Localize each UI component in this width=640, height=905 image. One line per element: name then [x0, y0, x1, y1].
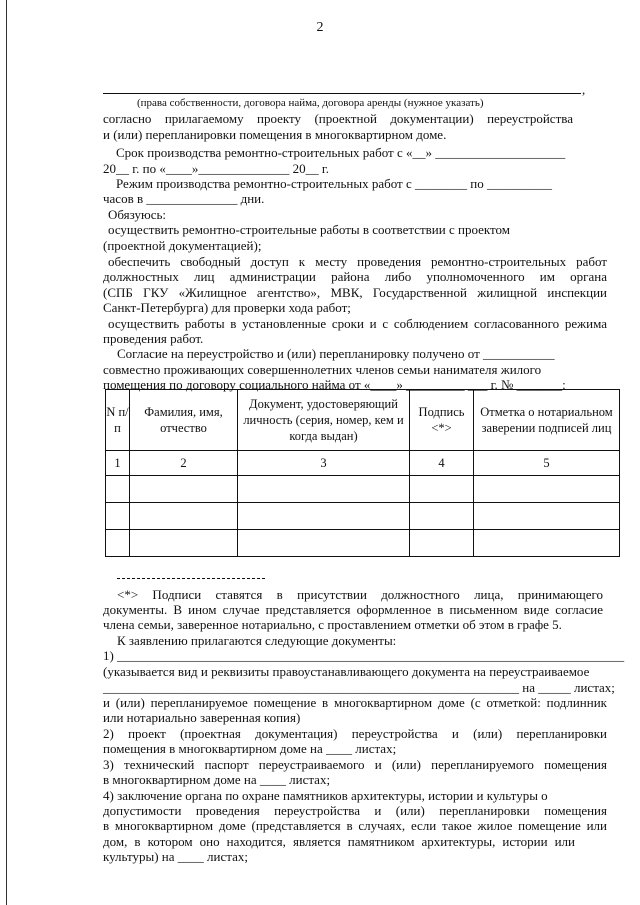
body-line: проведения работ.: [103, 331, 204, 346]
empty-cell[interactable]: [410, 476, 474, 503]
empty-cell[interactable]: [410, 530, 474, 557]
ownership-blank-line: [103, 93, 581, 94]
attachment-line: помещения в многоквартирном доме на ____ листах;: [103, 741, 397, 756]
empty-cell[interactable]: [474, 503, 620, 530]
empty-cell[interactable]: [238, 503, 410, 530]
body-line: должностных лиц администрации района либо уполномоченного им органа: [103, 269, 607, 284]
header-cell: Документ, удостоверяющий личность (серия, номер, кем и когда выдан): [238, 390, 410, 451]
table-header-row: [106, 390, 620, 451]
body-line: (СПБ ГКУ «Жилищное агентство», МВК, Государственной жилищной инспекции: [103, 285, 607, 300]
attachment-line: культуры) на ____ листах;: [103, 849, 248, 864]
attachment-line: в многоквартирном доме (представляется в случаях, если такое жилое помещение или: [103, 818, 607, 833]
header-cell: Отметка о нотариальном заверении подписей лиц: [474, 390, 620, 451]
footnote-line: члена семьи, заверенное нотариально, с проставлением отметки об этом в графе 5.: [103, 617, 562, 632]
body-line: осуществить работы в установленные сроки и с соблюдением согласованного режима: [108, 316, 607, 331]
attachment-line: 3) технический паспорт переустраиваемого и (или) перепланируемого помещения: [103, 757, 607, 772]
body-line: обеспечить свободный доступ к месту проведения ремонтно-строительных работ: [108, 254, 607, 269]
body-line: Режим производства ремонтно-строительных работ с ________ по __________: [116, 176, 552, 191]
page-left-border: [6, 0, 7, 905]
header-cell: Подпись <*>: [410, 390, 474, 451]
number-cell: 1: [106, 451, 130, 476]
body-line: совместно проживающих совершеннолетних членов семьи нанимателя жилого: [103, 362, 542, 377]
body-line: 20__ г. по «____»______________ 20__ г.: [103, 161, 329, 176]
empty-cell[interactable]: [106, 503, 130, 530]
attachment-line: 4) заключение органа по охране памятников архитектуры, истории и культуры о: [103, 788, 548, 803]
footnote-separator: [117, 578, 265, 579]
table-number-row: [106, 451, 620, 476]
header-cell: Фамилия, имя, отчество: [130, 390, 238, 451]
page-number: 2: [316, 20, 324, 35]
footnote-line: документы. В ином случае представляется оформленное в письменном виде согласие: [103, 602, 603, 617]
body-line: Срок производства ремонтно-строительных работ с «__» ____________________: [116, 145, 566, 160]
empty-cell[interactable]: [238, 476, 410, 503]
ownership-hint: (права собственности, договора найма, договора аренды (нужное указать): [137, 97, 484, 109]
number-cell: 3: [238, 451, 410, 476]
empty-cell[interactable]: [130, 503, 238, 530]
consent-table: [105, 389, 620, 557]
ownership-comma: ,: [582, 82, 586, 97]
table-row: [106, 503, 620, 530]
body-line: Обязуюсь:: [108, 207, 167, 222]
attachment-line: или нотариально заверенная копия): [103, 710, 301, 725]
attachment-line: ________________________________________________________________ на _____ листах;: [103, 680, 615, 695]
empty-cell[interactable]: [474, 530, 620, 557]
body-line: и (или) перепланировки помещения в многоквартирном доме.: [103, 127, 447, 142]
attachment-line: 2) проект (проектная документация) переустройства и (или) перепланировки: [103, 726, 607, 741]
number-cell: 5: [474, 451, 620, 476]
table-row: [106, 530, 620, 557]
number-cell: 4: [410, 451, 474, 476]
body-line: часов в ______________ дни.: [103, 191, 265, 206]
body-line: осуществить ремонтно-строительные работы в соответствии с проектом: [108, 222, 511, 237]
attachment-line: допустимости проведения переустройства и (или) перепланировки помещения: [103, 803, 607, 818]
empty-cell[interactable]: [410, 503, 474, 530]
body-line: Согласие на переустройство и (или) перепланировку получено от ___________: [117, 346, 555, 361]
attachment-line: (указывается вид и реквизиты правоустанавливающего документа на переустраиваемое: [103, 664, 590, 679]
empty-cell[interactable]: [106, 476, 130, 503]
empty-cell[interactable]: [130, 476, 238, 503]
empty-cell[interactable]: [474, 476, 620, 503]
attachment-line: и (или) перепланируемое помещение в многоквартирном доме (с отметкой: подлинник: [103, 695, 607, 710]
body-line: помещения по договору социального найма от «____» _________ ___ г. № _______:: [103, 377, 566, 392]
empty-cell[interactable]: [106, 530, 130, 557]
number-cell: 2: [130, 451, 238, 476]
body-line: (проектной документацией);: [103, 238, 262, 253]
table-row: [106, 476, 620, 503]
attachment-line: дом, в котором оно находится, является памятником архитектуры, истории или: [103, 834, 575, 849]
empty-cell[interactable]: [238, 530, 410, 557]
body-line: Санкт-Петербурга) для проверки хода работ;: [103, 300, 351, 315]
header-cell: N п/п: [106, 390, 130, 451]
footnote-line: <*> Подписи ставятся в присутствии должностного лица, принимающего: [117, 587, 603, 602]
attachment-line: К заявлению прилагаются следующие документы:: [117, 633, 397, 648]
attachment-line: в многоквартирном доме на ____ листах;: [103, 772, 331, 787]
attachment-line: 1) ______________________________________________________________________________: [103, 648, 625, 663]
body-line: согласно прилагаемому проекту (проектной документации) переустройства: [103, 111, 573, 126]
empty-cell[interactable]: [130, 530, 238, 557]
